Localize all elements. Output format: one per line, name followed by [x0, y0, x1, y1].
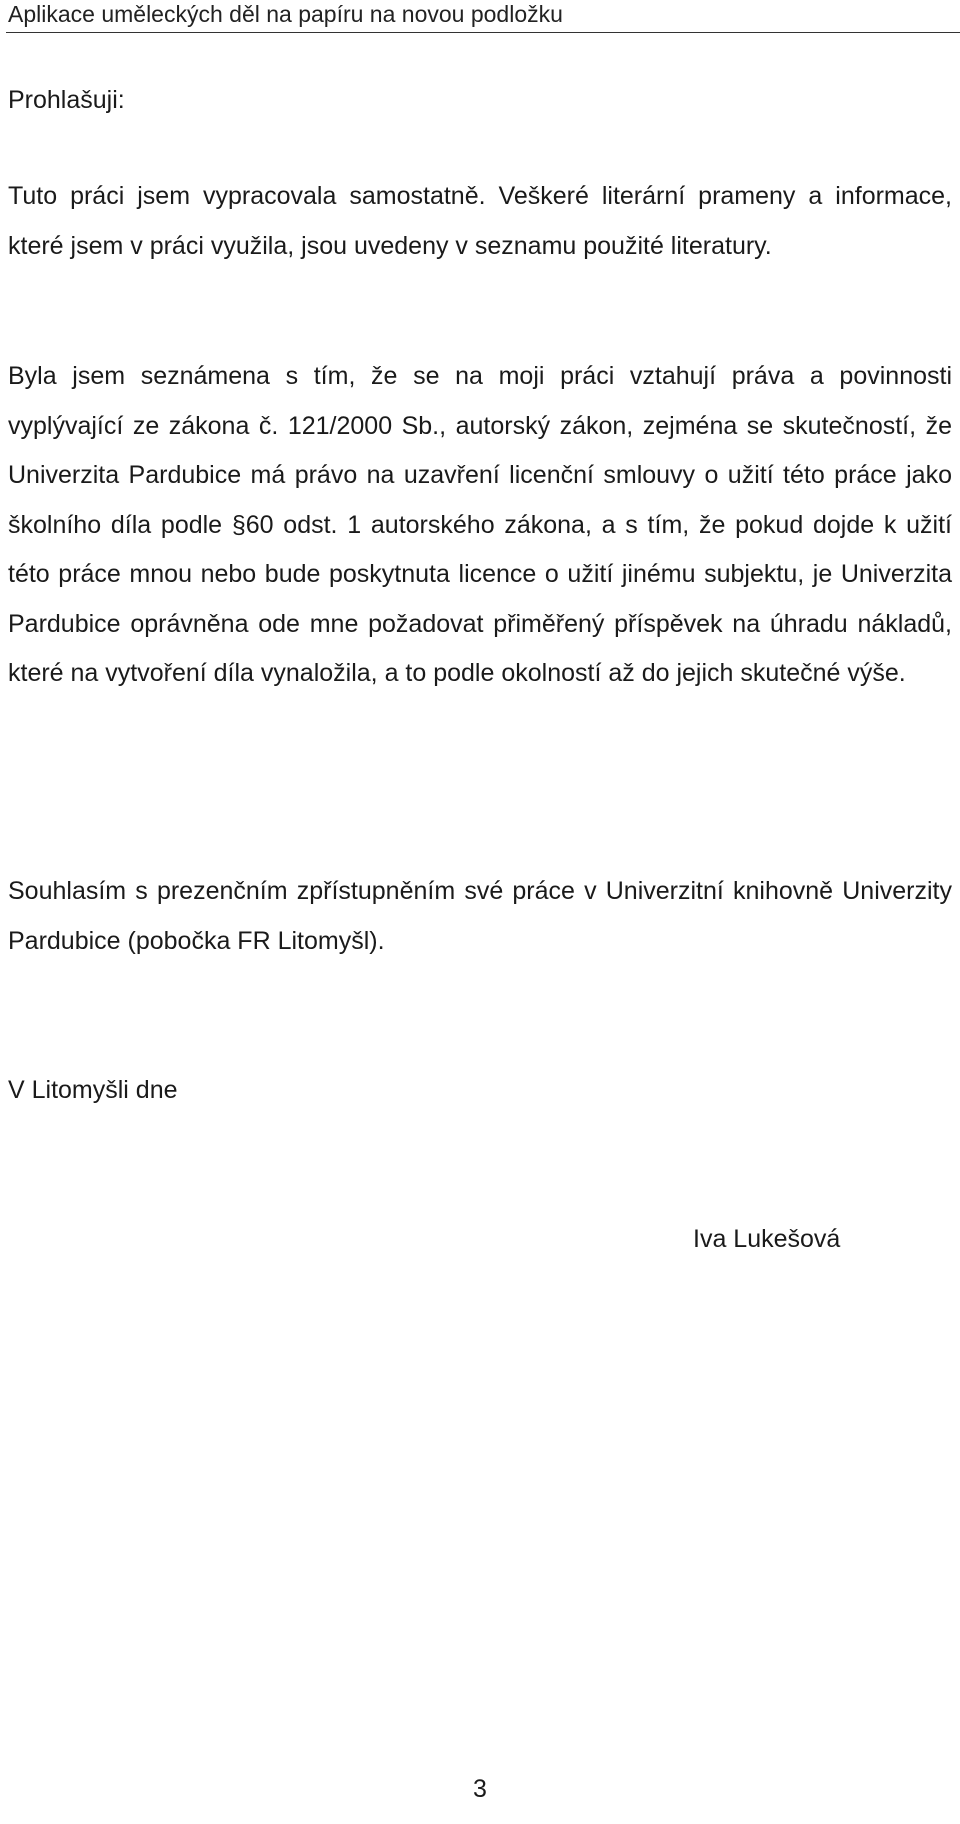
place-date: V Litomyšli dne — [8, 1076, 178, 1104]
paragraph-library-consent: Souhlasím s prezenčním zpřístupněním své práce v Univerzitní knihovně Univerzity Pardubice (pobočka FR Litomyšl). — [8, 877, 952, 955]
running-header: Aplikace uměleckých děl na papíru na novou podložku — [8, 1, 563, 27]
paragraph-copyright-law: Byla jsem seznámena s tím, že se na moji práci vztahují práva a povinnosti vyplývající ze zákona č. 121/2000 Sb., autorský zákon, zejména se skutečností, že Univerzita Pardubice má právo na uzavření licenční smlouvy o užití této práce jako školního díla podle §60 odst. 1 autorského zákona, a s tím, že pokud dojde k užití této práce mnou nebo bude poskytnuta licence o užití jinému subjektu, je Univerzita Pardubice oprávněna ode mne požadovat přiměřený příspěvek na úhradu nákladů, které na vytvoření díla vynaložila, a to podle okolností až do jejich skutečné výše. — [8, 362, 952, 687]
declaration-heading: Prohlašuji: — [8, 86, 125, 114]
header-divider — [6, 32, 960, 33]
paragraph-authorship: Tuto práci jsem vypracovala samostatně. Veškeré literární prameny a informace, které jsem v práci využila, jsou uvedeny v seznamu použité literatury. — [8, 182, 952, 260]
page-number — [0, 1773, 960, 1805]
page-number-text: 3 — [473, 1775, 487, 1803]
author-signature: Iva Lukešová — [693, 1225, 841, 1253]
